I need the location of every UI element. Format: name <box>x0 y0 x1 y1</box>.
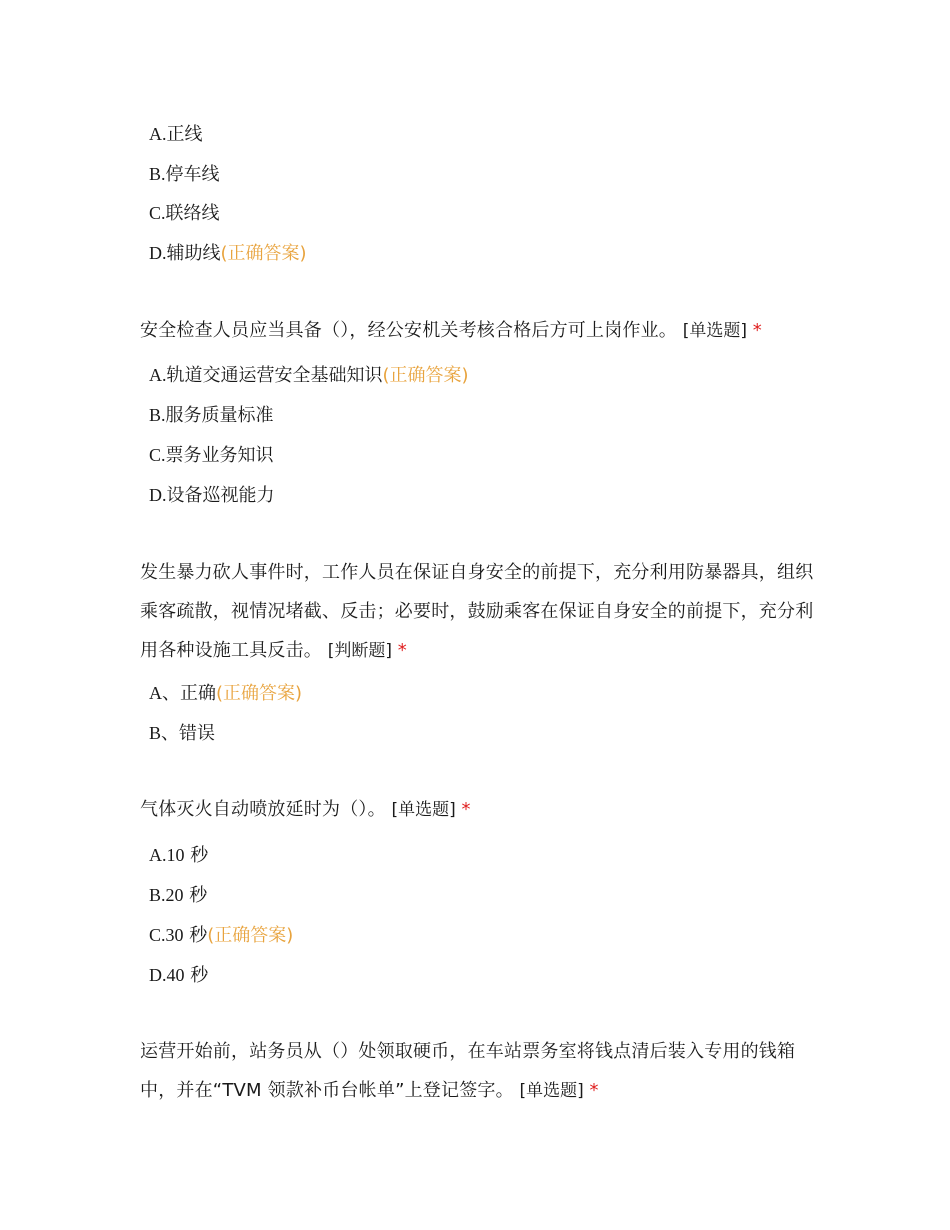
option-q2-a[interactable]: A、正确(正确答案) <box>149 683 303 704</box>
question-2 <box>140 553 820 671</box>
option-q0-d[interactable]: D.辅助线(正确答案) <box>149 243 307 264</box>
option-q3-a[interactable]: A.10 秒 <box>149 845 209 866</box>
option-q3-b[interactable]: B.20 秒 <box>149 885 208 906</box>
question-4 <box>140 1032 820 1111</box>
required-marker: * <box>461 799 471 820</box>
question-type: [判断题] <box>327 641 392 661</box>
question-3 <box>140 790 820 830</box>
question-text: 发生暴力砍人事件时，工作人员在保证自身安全的前提下，充分利用防暴器具，组织乘客疏散，视情况堵截、反击；必要时，鼓励乘客在保证自身安全的前提下，充分利用各种设施工具反击。 <box>140 562 814 661</box>
option-q0-c[interactable]: C.联络线 <box>149 203 220 224</box>
option-q2-b[interactable]: B、错误 <box>149 723 216 744</box>
required-marker: * <box>397 640 407 661</box>
required-marker: * <box>752 320 762 341</box>
correct-answer-label: (正确答案) <box>207 925 294 946</box>
question-text: 气体灭火自动喷放延时为（）。 <box>140 799 386 820</box>
question-text: 安全检查人员应当具备（），经公安机关考核合格后方可上岗作业。 <box>140 320 677 341</box>
option-q1-a[interactable]: A.轨道交通运营安全基础知识(正确答案) <box>149 365 469 386</box>
question-type: [单选题] <box>519 1081 584 1101</box>
question-type: [单选题] <box>682 321 747 341</box>
required-marker: * <box>589 1080 599 1101</box>
option-q1-d[interactable]: D.设备巡视能力 <box>149 485 275 506</box>
option-q3-d[interactable]: D.40 秒 <box>149 965 209 986</box>
question-1 <box>140 311 820 351</box>
option-q3-c[interactable]: C.30 秒(正确答案) <box>149 925 294 946</box>
correct-answer-label: (正确答案) <box>382 365 469 386</box>
correct-answer-label: (正确答案) <box>216 683 303 704</box>
option-q1-c[interactable]: C.票务业务知识 <box>149 445 274 466</box>
option-q0-b[interactable]: B.停车线 <box>149 164 220 185</box>
question-type: [单选题] <box>391 800 456 820</box>
option-q0-a[interactable]: A.正线 <box>149 124 203 145</box>
question-text: 运营开始前，站务员从（）处领取硬币，在车站票务室将钱点清后装入专用的钱箱中，并在“TVM 领款补币台帐单”上登记签字。 <box>140 1041 796 1101</box>
correct-answer-label: (正确答案) <box>220 243 307 264</box>
option-q1-b[interactable]: B.服务质量标准 <box>149 405 274 426</box>
